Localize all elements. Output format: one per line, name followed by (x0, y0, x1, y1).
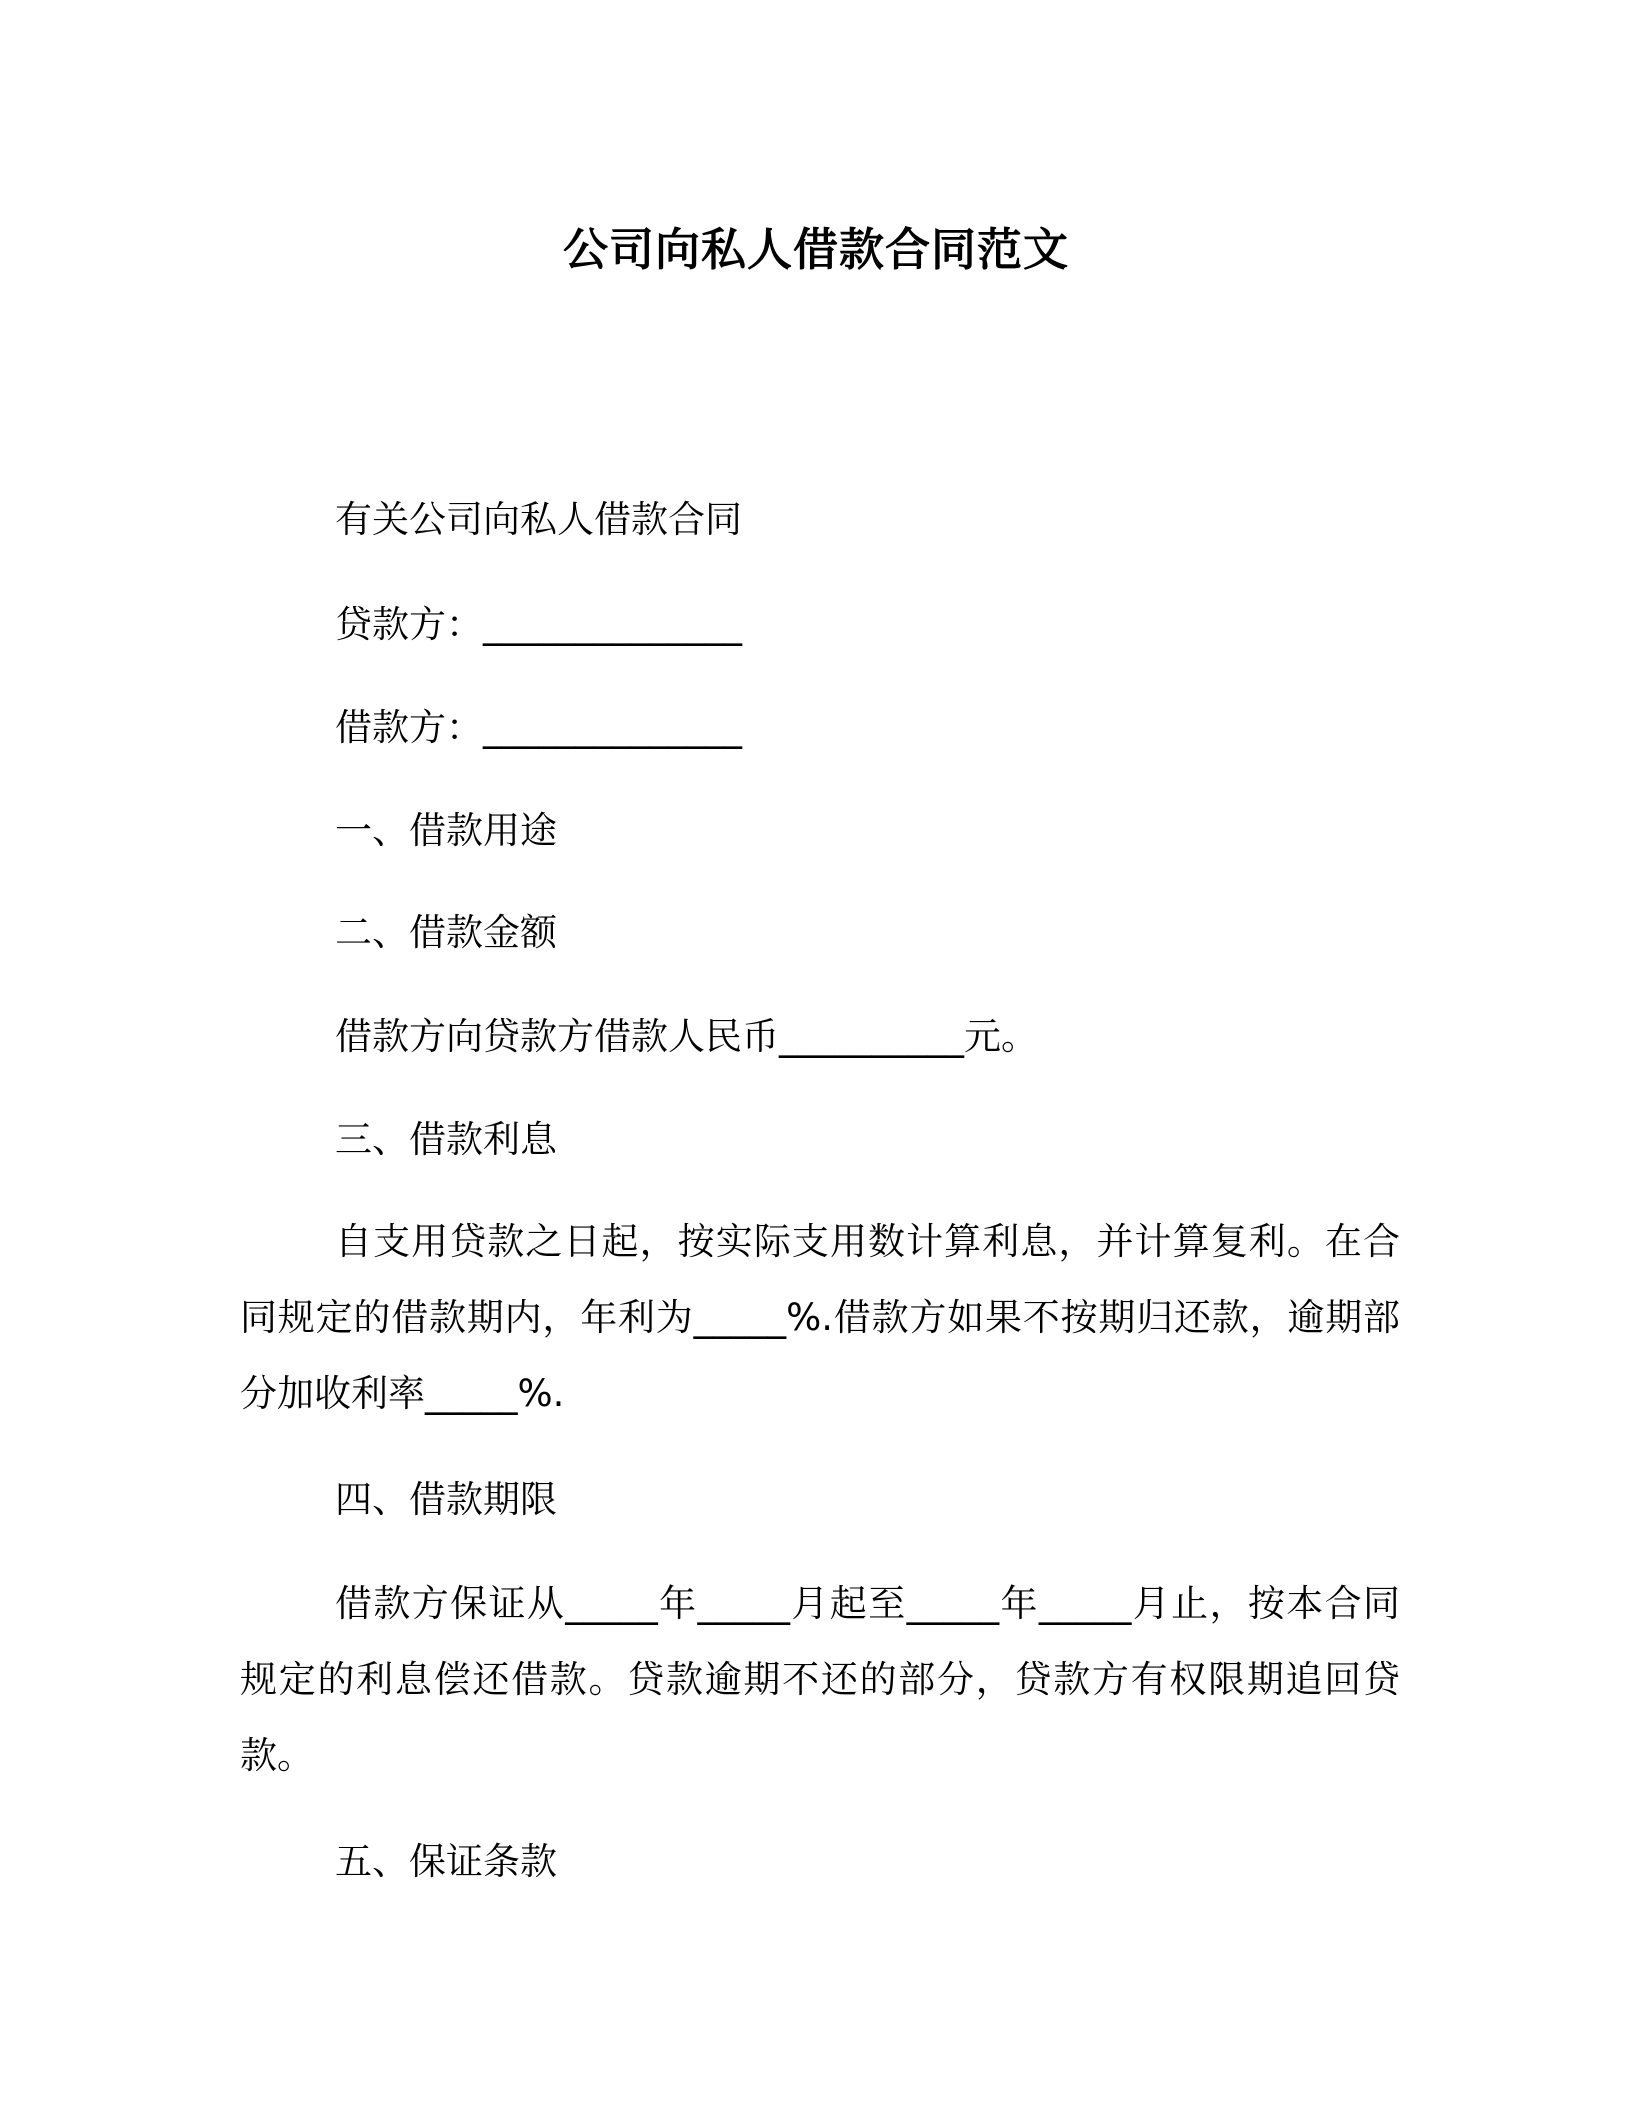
section-heading-term: 四、借款期限 (335, 1478, 557, 1521)
section-heading-guarantee: 五、保证条款 (335, 1840, 557, 1883)
section-heading-amount: 二、借款金额 (335, 911, 557, 954)
borrower-line: 借款方：______________ (335, 706, 742, 749)
amount-text: 借款方向贷款方借款人民币__________元。 (335, 1015, 1038, 1058)
term-paragraph: 借款方保证从_____年_____月起至_____年_____月止，按本合同规定的利息偿还借款。贷款逾期不还的部分，贷款方有权限期追回贷款。 (240, 1582, 1400, 1777)
section-heading-interest: 三、借款利息 (335, 1118, 557, 1161)
document-title: 公司向私人借款合同范文 (562, 223, 1069, 276)
contract-subtitle: 有关公司向私人借款合同 (335, 498, 742, 541)
section-heading-purpose: 一、借款用途 (335, 809, 557, 852)
lender-line: 贷款方：______________ (335, 603, 742, 646)
interest-paragraph: 自支用贷款之日起，按实际支用数计算利息，并计算复利。在合同规定的借款期内，年利为_____%.借款方如果不按期归还款，逾期部分加收利率_____%. (240, 1220, 1400, 1415)
